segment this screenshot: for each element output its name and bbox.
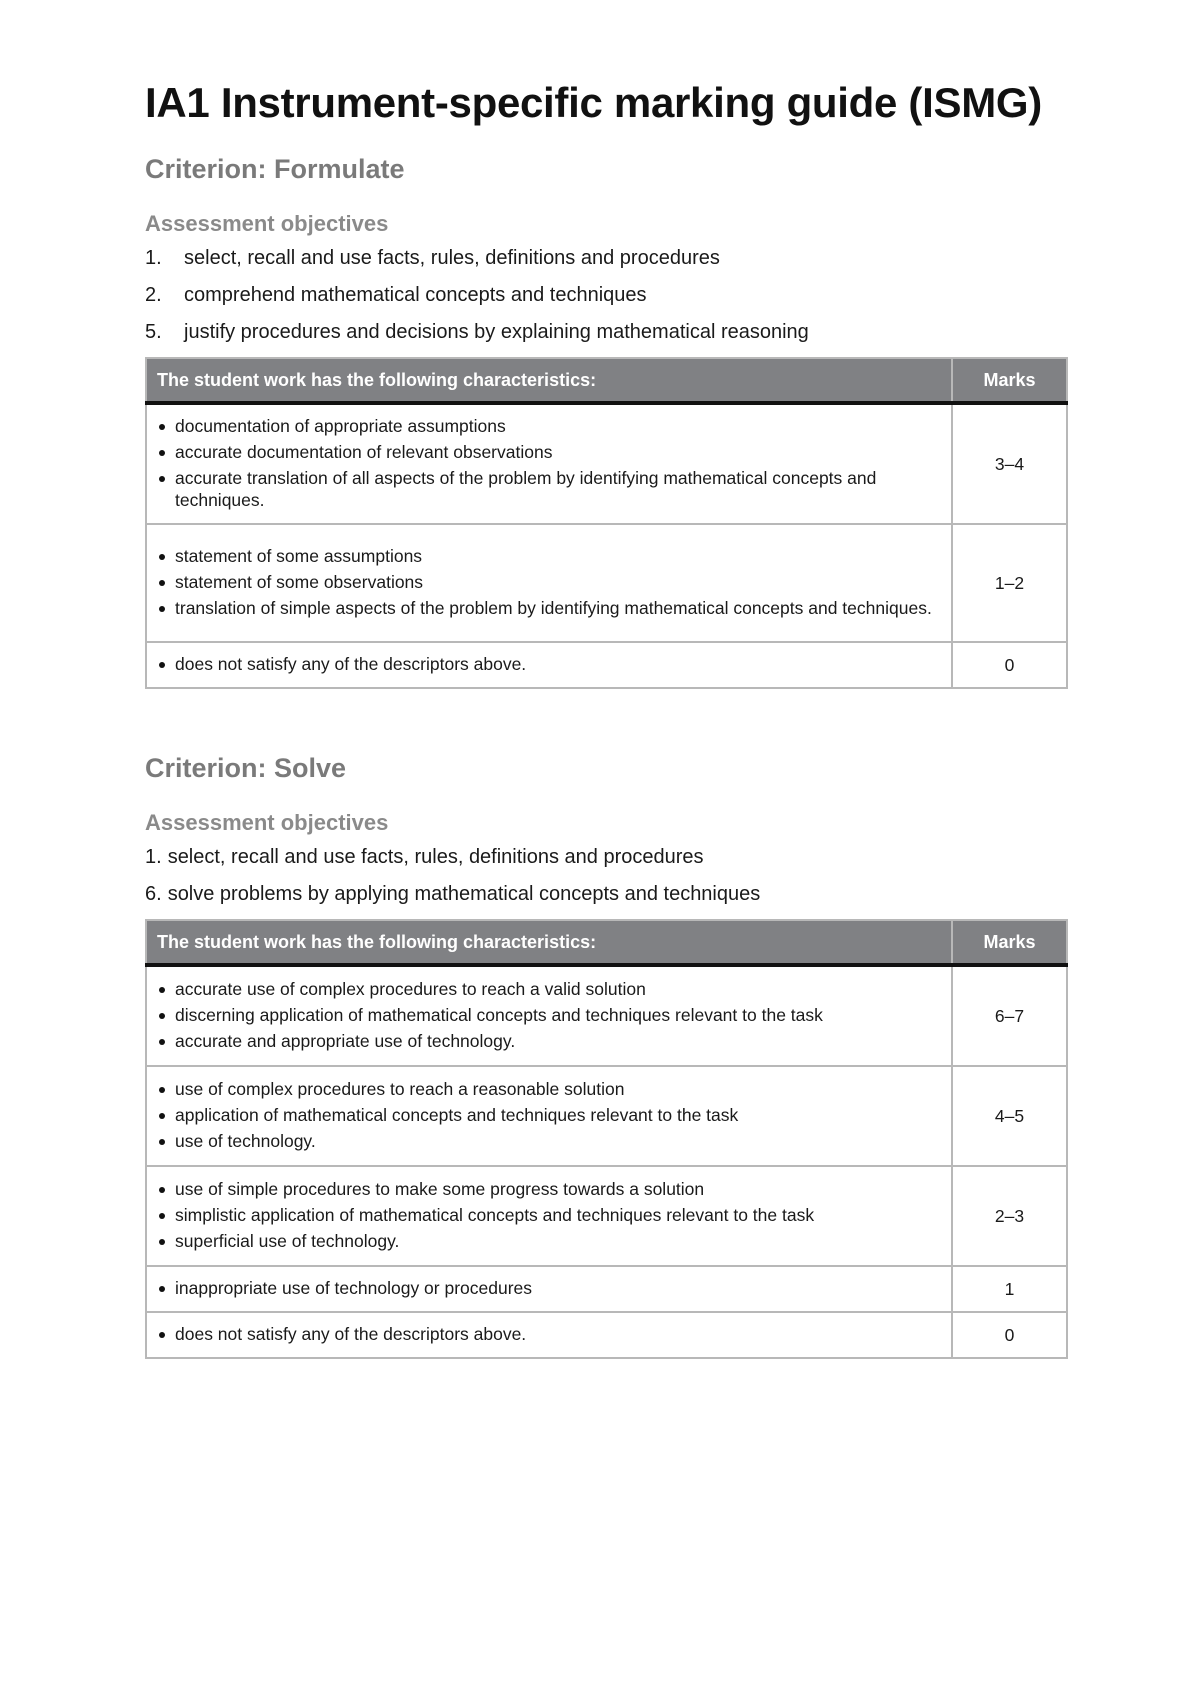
marks-cell: 0 <box>952 1312 1067 1358</box>
descriptor-cell <box>146 524 952 642</box>
descriptor-cell <box>146 403 952 524</box>
descriptor-item <box>157 467 941 511</box>
descriptor-text: translation of simple aspects of the problem by identifying mathematical concepts and techniques. <box>175 598 932 618</box>
objective-number: 2. <box>145 284 162 306</box>
descriptor-item <box>157 1004 941 1026</box>
marks-cell: 0 <box>952 642 1067 688</box>
objective-text: select, recall and use facts, rules, definitions and procedures <box>184 247 720 269</box>
objective-item <box>145 283 1068 307</box>
bullet-icon <box>159 1286 165 1292</box>
bullet-icon <box>159 554 165 560</box>
descriptor-item <box>157 545 941 567</box>
descriptor-text: does not satisfy any of the descriptors above. <box>175 654 527 674</box>
characteristics-header: The student work has the following characteristics: <box>146 920 952 965</box>
descriptor-text: documentation of appropriate assumptions <box>175 416 506 436</box>
bullet-icon <box>159 450 165 456</box>
descriptor-item <box>157 1030 941 1052</box>
descriptor-item <box>157 597 941 619</box>
objectives-list <box>145 845 1068 906</box>
descriptor-text: use of complex procedures to reach a reasonable solution <box>175 1079 625 1099</box>
objective-number: 1. <box>145 846 162 868</box>
criterion-solve-section <box>145 751 1068 1359</box>
table-row <box>146 1312 1067 1358</box>
descriptor-text: does not satisfy any of the descriptors above. <box>175 1324 527 1344</box>
descriptor-text: superficial use of technology. <box>175 1231 400 1251</box>
bullet-icon <box>159 1213 165 1219</box>
descriptor-text: simplistic application of mathematical concepts and techniques relevant to the task <box>175 1205 815 1225</box>
page-title: IA1 Instrument-specific marking guide (ISMG) <box>145 79 1042 126</box>
table-row <box>146 1266 1067 1312</box>
descriptor-item <box>157 415 941 437</box>
descriptor-list <box>157 1078 941 1152</box>
descriptor-item <box>157 571 941 593</box>
bullet-icon <box>159 1187 165 1193</box>
objective-text: solve problems by applying mathematical concepts and techniques <box>167 883 761 905</box>
assessment-objectives-heading: Assessment objectives <box>145 211 389 236</box>
bullet-icon <box>159 1113 165 1119</box>
descriptor-list <box>157 415 941 511</box>
marks-cell: 3–4 <box>952 403 1067 524</box>
descriptor-list <box>157 545 941 619</box>
descriptor-item <box>157 1204 941 1226</box>
marks-header: Marks <box>952 358 1067 403</box>
marks-cell: 1 <box>952 1266 1067 1312</box>
descriptor-cell <box>146 1166 952 1266</box>
descriptor-text: accurate and appropriate use of technology. <box>175 1031 516 1051</box>
bullet-icon <box>159 1139 165 1145</box>
objective-item <box>145 845 1068 869</box>
descriptor-item <box>157 1078 941 1100</box>
descriptor-text: inappropriate use of technology or procedures <box>175 1278 533 1298</box>
descriptor-item <box>157 1277 941 1299</box>
bullet-icon <box>159 1332 165 1338</box>
descriptor-cell <box>146 1312 952 1358</box>
descriptor-item <box>157 441 941 463</box>
bullet-icon <box>159 580 165 586</box>
criterion-title: Criterion: Solve <box>145 753 347 783</box>
descriptor-text: use of simple procedures to make some progress towards a solution <box>175 1179 705 1199</box>
descriptor-text: application of mathematical concepts and techniques relevant to the task <box>175 1105 739 1125</box>
marks-cell: 6–7 <box>952 965 1067 1066</box>
descriptor-list <box>157 1178 941 1252</box>
bullet-icon <box>159 1039 165 1045</box>
document-page <box>145 78 1068 1359</box>
bullet-icon <box>159 662 165 668</box>
descriptor-item <box>157 1178 941 1200</box>
descriptor-item <box>157 978 941 1000</box>
descriptor-list <box>157 978 941 1052</box>
rubric-table-formulate <box>145 357 1068 689</box>
objective-number: 5. <box>145 321 162 343</box>
objective-text: select, recall and use facts, rules, definitions and procedures <box>167 846 704 868</box>
descriptor-item <box>157 653 941 675</box>
table-header-row <box>146 358 1067 403</box>
descriptor-item <box>157 1130 941 1152</box>
objective-number: 6. <box>145 883 162 905</box>
descriptor-list <box>157 1277 941 1299</box>
descriptor-item <box>157 1230 941 1252</box>
bullet-icon <box>159 606 165 612</box>
descriptor-list <box>157 653 941 675</box>
descriptor-cell <box>146 965 952 1066</box>
bullet-icon <box>159 476 165 482</box>
objective-item <box>145 882 1068 906</box>
descriptor-text: use of technology. <box>175 1131 316 1151</box>
rubric-table-solve <box>145 919 1068 1359</box>
descriptor-item <box>157 1323 941 1345</box>
objective-text: comprehend mathematical concepts and techniques <box>184 284 647 306</box>
marks-cell: 4–5 <box>952 1066 1067 1166</box>
descriptor-text: statement of some assumptions <box>175 546 423 566</box>
bullet-icon <box>159 1013 165 1019</box>
assessment-objectives-heading: Assessment objectives <box>145 810 389 835</box>
descriptor-text: accurate translation of all aspects of the problem by identifying mathematical concepts and techniques. <box>175 468 877 510</box>
table-row <box>146 1066 1067 1166</box>
criterion-title: Criterion: Formulate <box>145 154 405 184</box>
table-row <box>146 524 1067 642</box>
characteristics-header: The student work has the following characteristics: <box>146 358 952 403</box>
descriptor-text: statement of some observations <box>175 572 424 592</box>
criterion-formulate-section <box>145 152 1068 689</box>
table-row <box>146 642 1067 688</box>
bullet-icon <box>159 1087 165 1093</box>
bullet-icon <box>159 424 165 430</box>
marks-cell: 2–3 <box>952 1166 1067 1266</box>
descriptor-text: discerning application of mathematical concepts and techniques relevant to the task <box>175 1005 823 1025</box>
objective-item <box>145 320 1068 344</box>
objective-text: justify procedures and decisions by explaining mathematical reasoning <box>184 321 809 343</box>
bullet-icon <box>159 1239 165 1245</box>
descriptor-list <box>157 1323 941 1345</box>
marks-cell: 1–2 <box>952 524 1067 642</box>
marks-header: Marks <box>952 920 1067 965</box>
descriptor-cell <box>146 642 952 688</box>
objective-item <box>145 246 1068 270</box>
bullet-icon <box>159 987 165 993</box>
objective-number: 1. <box>145 247 162 269</box>
descriptor-text: accurate use of complex procedures to reach a valid solution <box>175 979 646 999</box>
descriptor-item <box>157 1104 941 1126</box>
table-row <box>146 403 1067 524</box>
descriptor-text: accurate documentation of relevant observations <box>175 442 553 462</box>
objectives-list <box>145 246 1068 344</box>
descriptor-cell <box>146 1066 952 1166</box>
descriptor-cell <box>146 1266 952 1312</box>
table-header-row <box>146 920 1067 965</box>
table-row <box>146 1166 1067 1266</box>
table-row <box>146 965 1067 1066</box>
